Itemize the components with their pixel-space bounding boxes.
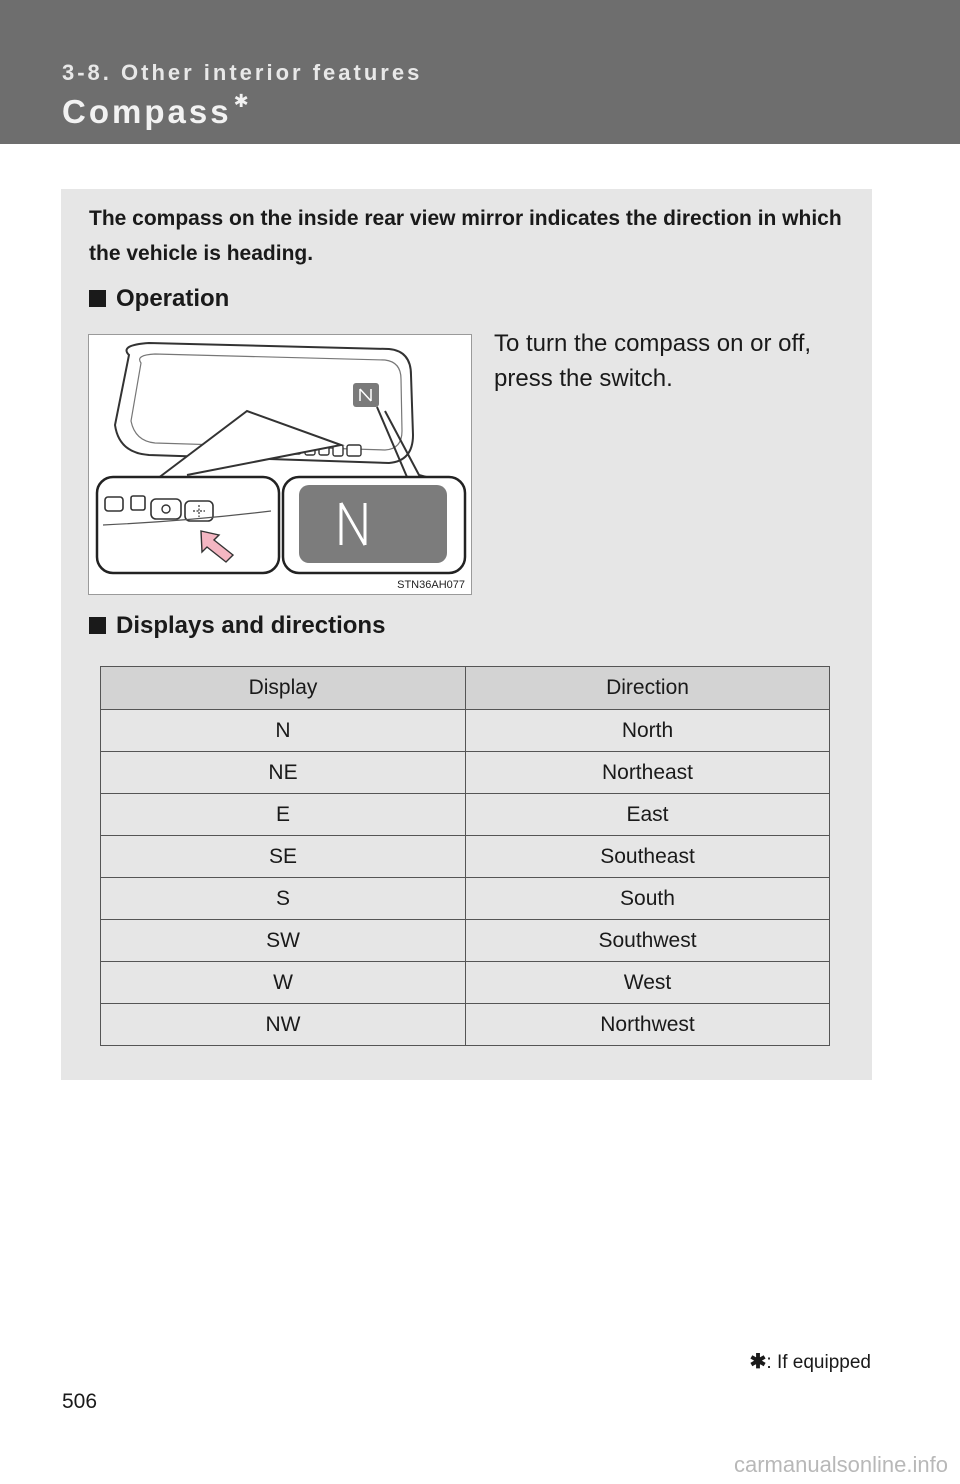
operation-heading-text: Operation <box>116 285 230 312</box>
footnote-mark: ✱ <box>749 1351 767 1373</box>
table-header-row <box>101 667 830 710</box>
footnote <box>750 1349 871 1374</box>
figure-code: STN36AH077 <box>397 579 465 591</box>
square-bullet-icon <box>89 290 106 307</box>
column-header-display: Display <box>101 667 466 710</box>
table-row <box>101 1004 830 1046</box>
table-row <box>101 836 830 878</box>
table-row <box>101 710 830 752</box>
direction-cell: Northeast <box>466 752 830 794</box>
direction-cell: Northwest <box>466 1004 830 1046</box>
display-cell: SW <box>101 920 466 962</box>
table-row <box>101 794 830 836</box>
page-title-text: Compass <box>62 93 232 130</box>
direction-cell: North <box>466 710 830 752</box>
operation-heading <box>89 285 229 313</box>
intro-text: The compass on the inside rear view mirror indicates the direction in which the vehicle is heading. <box>89 207 842 265</box>
page-title <box>62 93 249 131</box>
rear-view-mirror-illustration <box>89 335 473 596</box>
mirror-figure <box>88 334 472 595</box>
display-cell: S <box>101 878 466 920</box>
table-row <box>101 752 830 794</box>
direction-cell: West <box>466 962 830 1004</box>
display-cell: SE <box>101 836 466 878</box>
displays-heading <box>89 612 385 640</box>
operation-text: To turn the compass on or off, press the switch. <box>494 330 812 392</box>
display-cell: NE <box>101 752 466 794</box>
column-header-direction: Direction <box>466 667 830 710</box>
table-row <box>101 878 830 920</box>
display-cell: W <box>101 962 466 1004</box>
table-row <box>101 962 830 1004</box>
page-number: 506 <box>62 1390 98 1413</box>
direction-cell: South <box>466 878 830 920</box>
directions-table <box>100 666 830 1046</box>
if-equipped-mark: ✱ <box>233 91 249 111</box>
direction-cell: East <box>466 794 830 836</box>
square-bullet-icon <box>89 617 106 634</box>
direction-cell: Southeast <box>466 836 830 878</box>
footnote-text: : If equipped <box>766 1352 871 1373</box>
display-cell: N <box>101 710 466 752</box>
display-cell: E <box>101 794 466 836</box>
display-cell: NW <box>101 1004 466 1046</box>
displays-heading-text: Displays and directions <box>116 612 386 639</box>
section-label: 3-8. Other interior features <box>62 60 423 85</box>
watermark: carmanualsonline.info <box>733 1452 948 1477</box>
direction-cell: Southwest <box>466 920 830 962</box>
page-header <box>0 0 960 144</box>
table-row <box>101 920 830 962</box>
